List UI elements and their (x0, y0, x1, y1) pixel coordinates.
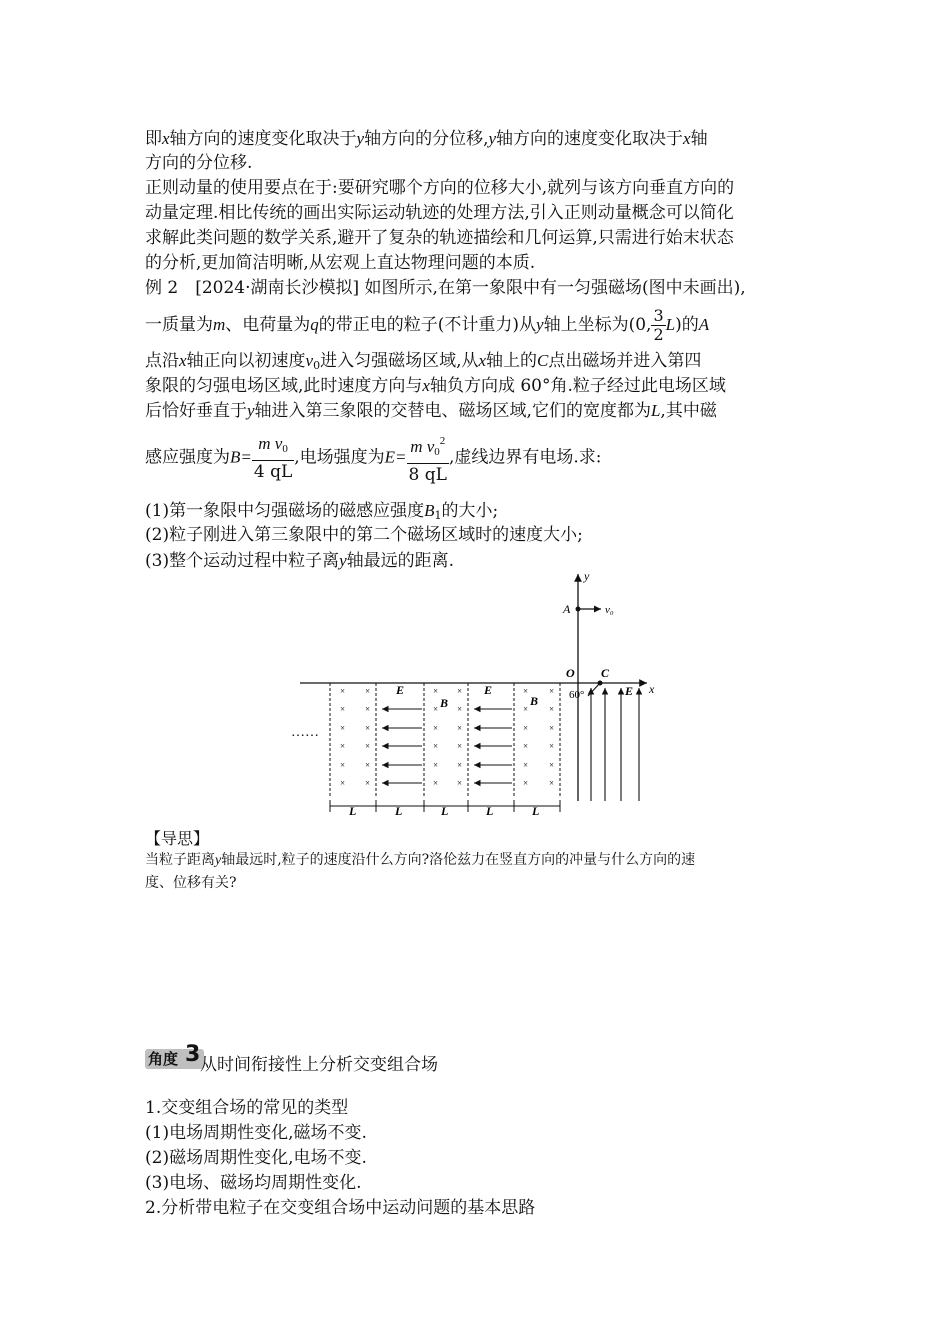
text: 的带正电的粒子(不计重力)从 (318, 315, 537, 335)
text: 、电荷量为 (225, 315, 311, 335)
denominator (407, 464, 449, 486)
text: 感应强度为 (145, 447, 230, 468)
text: 轴方向的分位移, (364, 129, 489, 149)
text: 4 qL (253, 462, 293, 482)
magnetic-x-mark: × (340, 778, 346, 788)
var-C: C (537, 351, 549, 370)
text: 轴 (690, 129, 708, 149)
magnetic-x-mark: × (365, 704, 371, 714)
text: 当粒子距离 (145, 852, 215, 868)
var-y: y (215, 853, 222, 868)
var-x: x (422, 376, 430, 395)
var-y: y (536, 315, 544, 334)
magnetic-x-mark: × (457, 760, 463, 770)
magnetic-x-mark: × (340, 760, 346, 770)
var-B: B= (230, 447, 252, 467)
var-x: x (179, 351, 187, 370)
magnetic-x-mark: × (523, 704, 529, 714)
label-L-5: L (532, 804, 540, 818)
magnetic-x-mark: × (549, 704, 555, 714)
text: m v (258, 434, 283, 453)
ellipsis: …… (291, 725, 319, 740)
text: 8 qL (408, 465, 447, 485)
label-L-4: L (486, 804, 494, 818)
denominator (252, 461, 294, 483)
example-line-4 (145, 373, 805, 399)
question-2: (2)粒子刚进入第三象限中的第二个磁场区域时的速度大小; (145, 525, 583, 545)
label-A: A (563, 602, 571, 616)
label-E-region4: E (484, 683, 493, 697)
label-C: C (601, 666, 610, 680)
label-v0: v₀ (605, 604, 614, 616)
magnetic-x-mark: × (523, 778, 529, 788)
magnetic-x-mark: × (433, 760, 439, 770)
var-x: x (683, 129, 691, 148)
var-x: x (162, 129, 170, 148)
example-line-1: 例 2 [2024·湖南长沙模拟] 如图所示,在第一象限中有一匀强磁场(图中未画出), (145, 278, 746, 298)
example-line-2 (145, 307, 805, 344)
magnetic-x-mark: × (365, 778, 371, 788)
magnetic-x-mark: × (457, 723, 463, 733)
magnetic-x-mark: × (365, 686, 371, 696)
var-A: A (698, 315, 710, 334)
text: 轴负方向成 60°角.粒子经过此电场区域 (429, 376, 726, 396)
text: ,其中磁 (660, 401, 717, 421)
text: (1)第一象限中匀强磁场的磁感应强度 (145, 501, 425, 521)
label-E-fourth: E (625, 684, 634, 698)
paragraph-line-3: 正则动量的使用要点在于:要研究哪个方向的位移大小,就列与该方向垂直方向的 (145, 178, 735, 198)
section-title: 从时间衔接性上分析交变组合场 (200, 1055, 438, 1075)
magnetic-x-mark: × (549, 760, 555, 770)
magnetic-x-mark: × (523, 686, 529, 696)
numerator (252, 433, 294, 461)
text: 后恰好垂直于 (145, 401, 247, 421)
section-line-3: (2)磁场周期性变化,电场不变. (145, 1148, 367, 1168)
text: 轴方向的速度变化取决于 (496, 129, 684, 149)
magnetic-x-mark: × (549, 686, 555, 696)
text: 轴上坐标为(0, (543, 315, 652, 335)
var-y: y (356, 129, 365, 148)
magnetic-x-mark: × (457, 686, 463, 696)
magnetic-x-mark: × (340, 704, 346, 714)
paragraph-line-6: 的分析,更加简洁明晰,从宏观上直达物理问题的本质. (145, 253, 536, 273)
var-L: L (650, 401, 661, 420)
magnetic-x-mark: × (433, 778, 439, 788)
label-O: O (566, 666, 575, 680)
text: 点出磁场并进入第四 (548, 351, 702, 371)
subscript: 0 (434, 446, 440, 458)
fraction-B (252, 433, 294, 483)
guide-line-2: 度、位移有关? (145, 875, 237, 891)
magnetic-x-mark: × (523, 741, 529, 751)
var-E: E= (384, 447, 407, 467)
magnetic-x-mark: × (457, 704, 463, 714)
magnetic-x-mark: × (549, 778, 555, 788)
subscript: 1 (434, 509, 442, 522)
label-L-3: L (441, 804, 449, 818)
text: 即 (145, 129, 162, 149)
var-y: y (247, 401, 255, 420)
text: 的大小; (441, 501, 499, 521)
section-line-2: (1)电场周期性变化,磁场不变. (145, 1123, 367, 1143)
var-L: L (665, 315, 676, 334)
guide-title: 【导思】 (145, 829, 210, 848)
guide-line-1 (145, 849, 805, 872)
label-E-region2: E (396, 683, 405, 697)
magnetic-x-mark: × (549, 741, 555, 751)
velocity-at-C (588, 683, 600, 696)
label-B-region3: B (440, 696, 449, 710)
text: 轴方向的速度变化取决于 (169, 129, 357, 149)
var-v: v (305, 351, 314, 370)
var-q: q (310, 315, 319, 334)
paragraph-line-5: 求解此类问题的数学关系,避开了复杂的轨迹描绘和几何运算,只需进行始末状态 (145, 228, 734, 248)
text: 象限的匀强电场区域,此时速度方向与 (145, 376, 423, 396)
denominator: 2 (653, 325, 664, 344)
label-B-region5: B (530, 694, 539, 708)
magnetic-x-mark: × (340, 723, 346, 733)
magnetic-x-mark: × (365, 741, 371, 751)
text: 轴最远的距离. (346, 551, 455, 571)
angle-badge (145, 1042, 204, 1069)
var-y: y (488, 129, 497, 148)
section-line-5: 2.分析带电粒子在交变组合场中运动问题的基本思路 (145, 1198, 536, 1218)
magnetic-x-mark: × (433, 704, 439, 714)
physics-figure (285, 566, 665, 820)
text: 进入匀强磁场区域,从 (320, 351, 479, 371)
label-angle: 60° (569, 689, 585, 701)
badge-number: 3 (185, 1042, 201, 1067)
paragraph-line-1 (145, 126, 805, 152)
y-axis-label: y (584, 569, 590, 583)
var-B: B (424, 501, 435, 520)
magnetic-x-mark: × (457, 778, 463, 788)
text: (3)整个运动过程中粒子离 (145, 551, 340, 571)
numerator (407, 430, 449, 464)
electric-field-arrows (382, 709, 512, 783)
magnetic-x-mark: × (340, 741, 346, 751)
magnetic-x-mark: × (523, 760, 529, 770)
magnetic-x-mark: × (523, 723, 529, 733)
var-m: m (213, 315, 226, 334)
paragraph-line-2: 方向的分位移. (145, 153, 253, 173)
paragraph-line-4: 动量定理.相比传统的画出实际运动轨迹的处理方法,引入正则动量概念可以简化 (145, 203, 734, 223)
badge-text: 角度 (148, 1050, 179, 1068)
magnetic-x-mark: × (433, 686, 439, 696)
var-x: x (478, 351, 487, 370)
example-line-6 (145, 430, 805, 486)
magnetic-x-mark: × (549, 723, 555, 733)
magnetic-x-mark: × (365, 760, 371, 770)
text: ,虚线边界有电场.求: (448, 447, 602, 468)
magnetic-x-mark: × (365, 723, 371, 733)
text: 轴正向以初速度 (186, 351, 306, 371)
var-y: y (339, 551, 347, 570)
magnetic-x-mark: × (340, 686, 346, 696)
subscript: 0 (313, 359, 321, 372)
x-axis-label: x (649, 682, 655, 696)
text: 轴最远时,粒子的速度沿什么方向?洛伦兹力在竖直方向的冲量与什么方向的速 (221, 852, 696, 868)
section-line-4: (3)电场、磁场均周期性变化. (145, 1173, 362, 1193)
text: 一质量为 (145, 315, 213, 335)
text: 轴进入第三象限的交替电、磁场区域,它们的宽度都为 (254, 401, 651, 421)
text: )的 (675, 315, 699, 335)
example-line-5 (145, 398, 805, 424)
superscript: 2 (439, 435, 446, 447)
fraction-E (407, 430, 449, 486)
magnetic-x-mark: × (433, 723, 439, 733)
magnetic-x-mark: × (457, 741, 463, 751)
numerator: 3 (653, 306, 664, 325)
section-line-1: 1.交变组合场的常见的类型 (145, 1098, 349, 1118)
label-L-1: L (349, 804, 357, 818)
text: 轴上的 (486, 351, 538, 371)
text: ,电场强度为 (294, 447, 385, 468)
label-L-2: L (395, 804, 403, 818)
subscript: 0 (282, 443, 288, 455)
magnetic-x-mark: × (433, 741, 439, 751)
text: 点沿 (145, 351, 179, 371)
fraction-3-2 (651, 307, 665, 344)
fourth-quadrant-field-lines (591, 688, 639, 801)
text: m v (410, 437, 435, 456)
